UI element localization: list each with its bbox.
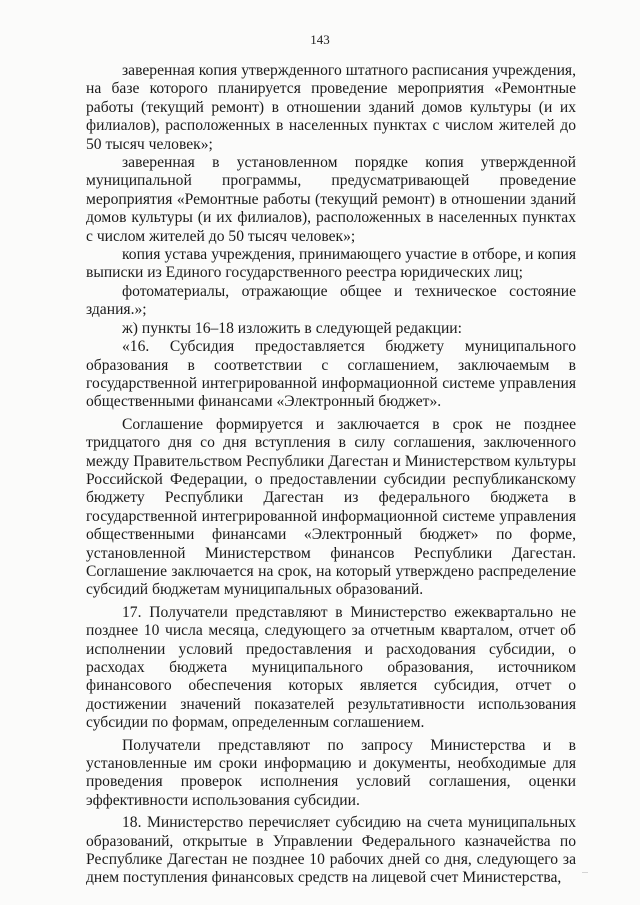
- paragraph-municipal-program: заверенная в установленном порядке копия утвержденной муниципальной программы, предусматривающей проведение мероприятия «Ремонтные работы (текущий ремонт) в отношении зданий домов культуры (и их филиалов), расположенных в населенных пунктах с числом жителей до 50 тысяч человек»;: [86, 154, 576, 245]
- paragraph-item-18: 18. Министерство перечисляет субсидию на счета муниципальных образований, открытые в Управлении Федерального казначейства по Республике Дагестан не позднее 10 рабочих дней со дня, следующего за днем поступления финансовых средств на лицевой счет Министерства,: [86, 814, 576, 887]
- page-number: 143: [310, 32, 330, 47]
- paragraph-staff-schedule: заверенная копия утвержденного штатного расписания учреждения, на базе которого планируется проведение мероприятия «Ремонтные работы (текущий ремонт) в отношении зданий домов культуры (и их филиалов), расположенных в населенных пунктах с числом жителей до 50 тысяч человек»;: [86, 62, 576, 153]
- paragraph-photo-materials: фотоматериалы, отражающие общее и техническое состояние здания.»;: [86, 282, 576, 319]
- paragraph-recipients-request: Получатели представляют по запросу Министерства и в установленные им сроки информацию и документы, необходимые для проведения проверок исполнения условий соглашения, оценки эффективности использования субсидии.: [86, 736, 576, 809]
- document-body: [86, 62, 576, 888]
- paragraph-item-17: 17. Получатели представляют в Министерство ежеквартально не позднее 10 числа месяца, следующего за отчетным кварталом, отчет об исполнении условий предоставления и расходования субсидии, о расходах бюджета муниципального образования, источником финансового обеспечения которых является субсидия, отчет о достижении значений показателей результативности использования субсидии по формам, определенным соглашением.: [86, 603, 576, 732]
- paragraph-agreement: Соглашение формируется и заключается в срок не позднее тридцатого дня со дня вступления в силу соглашения, заключенного между Правительством Республики Дагестан и Министерством культуры Российской Федерации, о предоставлении субсидии республиканскому бюджету Республики Дагестан из федерального бюджета в государственной интегрированной информационной системе управления общественными финансами «Электронный бюджет» по форме, установленной Министерством финансов Республики Дагестан. Соглашение заключается на срок, на который утверждено распределение субсидий бюджетам муниципальных образований.: [86, 415, 576, 599]
- paragraph-item-16: «16. Субсидия предоставляется бюджету муниципального образования в соответствии с соглашением, заключаемым в государственной интегрированной информационной системе управления общественными финансами «Электронный бюджет».: [86, 338, 576, 411]
- paragraph-amendment-intro: ж) пункты 16–18 изложить в следующей редакции:: [122, 319, 462, 337]
- scan-artifact: [582, 872, 588, 873]
- paragraph-charter-copy: копия устава учреждения, принимающего участие в отборе, и копия выписки из Единого государственного реестра юридических лиц;: [86, 246, 576, 282]
